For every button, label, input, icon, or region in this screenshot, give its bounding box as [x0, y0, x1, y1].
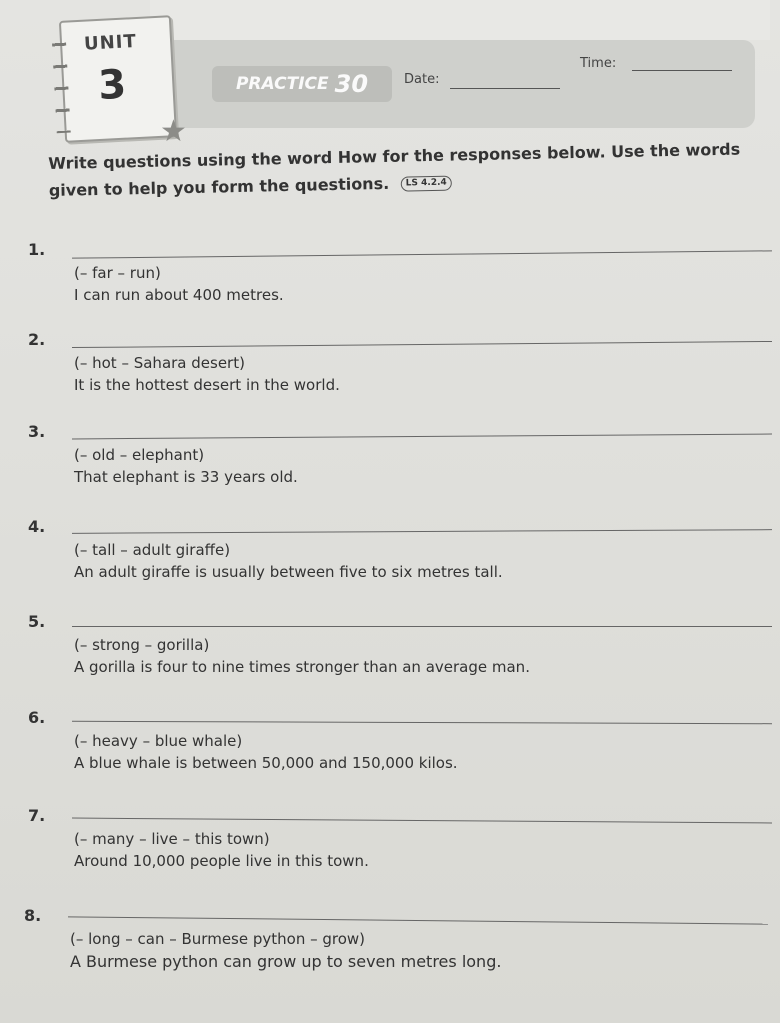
question-number: 3. [28, 422, 46, 441]
question-response: I can run about 400 metres. [74, 286, 284, 304]
question-response: It is the hottest desert in the world. [74, 376, 340, 394]
question-response: A Burmese python can grow up to seven metres long. [70, 952, 502, 971]
question-number: 8. [24, 906, 42, 925]
question-cue: (– strong – gorilla) [74, 636, 210, 654]
question-cue: (– many – live – this town) [74, 830, 270, 848]
question-response: An adult giraffe is usually between five to six metres tall. [74, 563, 503, 581]
practice-badge [212, 66, 392, 102]
answer-line[interactable] [72, 250, 772, 258]
question-number: 6. [28, 708, 46, 727]
header-top-strip [150, 0, 770, 40]
question-number: 5. [28, 612, 46, 631]
date-field[interactable] [450, 88, 560, 89]
question-cue: (– hot – Sahara desert) [74, 354, 245, 372]
question-number: 7. [28, 806, 46, 825]
question-cue: (– tall – adult giraffe) [74, 541, 231, 559]
spiral-rings [52, 33, 71, 134]
practice-label: PRACTICE [235, 74, 329, 94]
question-cue: (– heavy – blue whale) [74, 732, 243, 750]
practice-number: 30 [334, 70, 369, 98]
question-response: A gorilla is four to nine times stronger than an average man. [74, 658, 530, 676]
instructions-text: Write questions using the word How for the responses below. Use the words given to help you form the questions. [48, 139, 741, 200]
time-label: Time: [580, 56, 617, 71]
question-cue: (– long – can – Burmese python – grow) [70, 930, 366, 948]
question-response: That elephant is 33 years old. [74, 468, 298, 486]
question-cue: (– old – elephant) [74, 446, 205, 464]
question-number: 4. [28, 517, 46, 536]
answer-line[interactable] [72, 434, 772, 440]
question-response: Around 10,000 people live in this town. [74, 852, 369, 870]
question-number: 1. [28, 240, 46, 259]
answer-line[interactable] [72, 721, 772, 724]
answer-line[interactable] [72, 626, 772, 627]
unit-label: UNIT [83, 30, 138, 55]
instructions [48, 135, 769, 204]
question-cue: (– far – run) [74, 264, 161, 282]
time-field[interactable] [632, 70, 732, 71]
question-number: 2. [28, 330, 46, 349]
answer-line[interactable] [72, 818, 772, 824]
standard-badge: LS 4.2.4 [401, 176, 452, 192]
question-response: A blue whale is between 50,000 and 150,000 kilos. [74, 754, 458, 772]
unit-number: 3 [97, 61, 128, 110]
star-icon: ★ [160, 114, 187, 149]
answer-line[interactable] [72, 341, 772, 348]
date-label: Date: [404, 72, 440, 87]
answer-line[interactable] [68, 916, 768, 924]
answer-line[interactable] [72, 529, 772, 534]
